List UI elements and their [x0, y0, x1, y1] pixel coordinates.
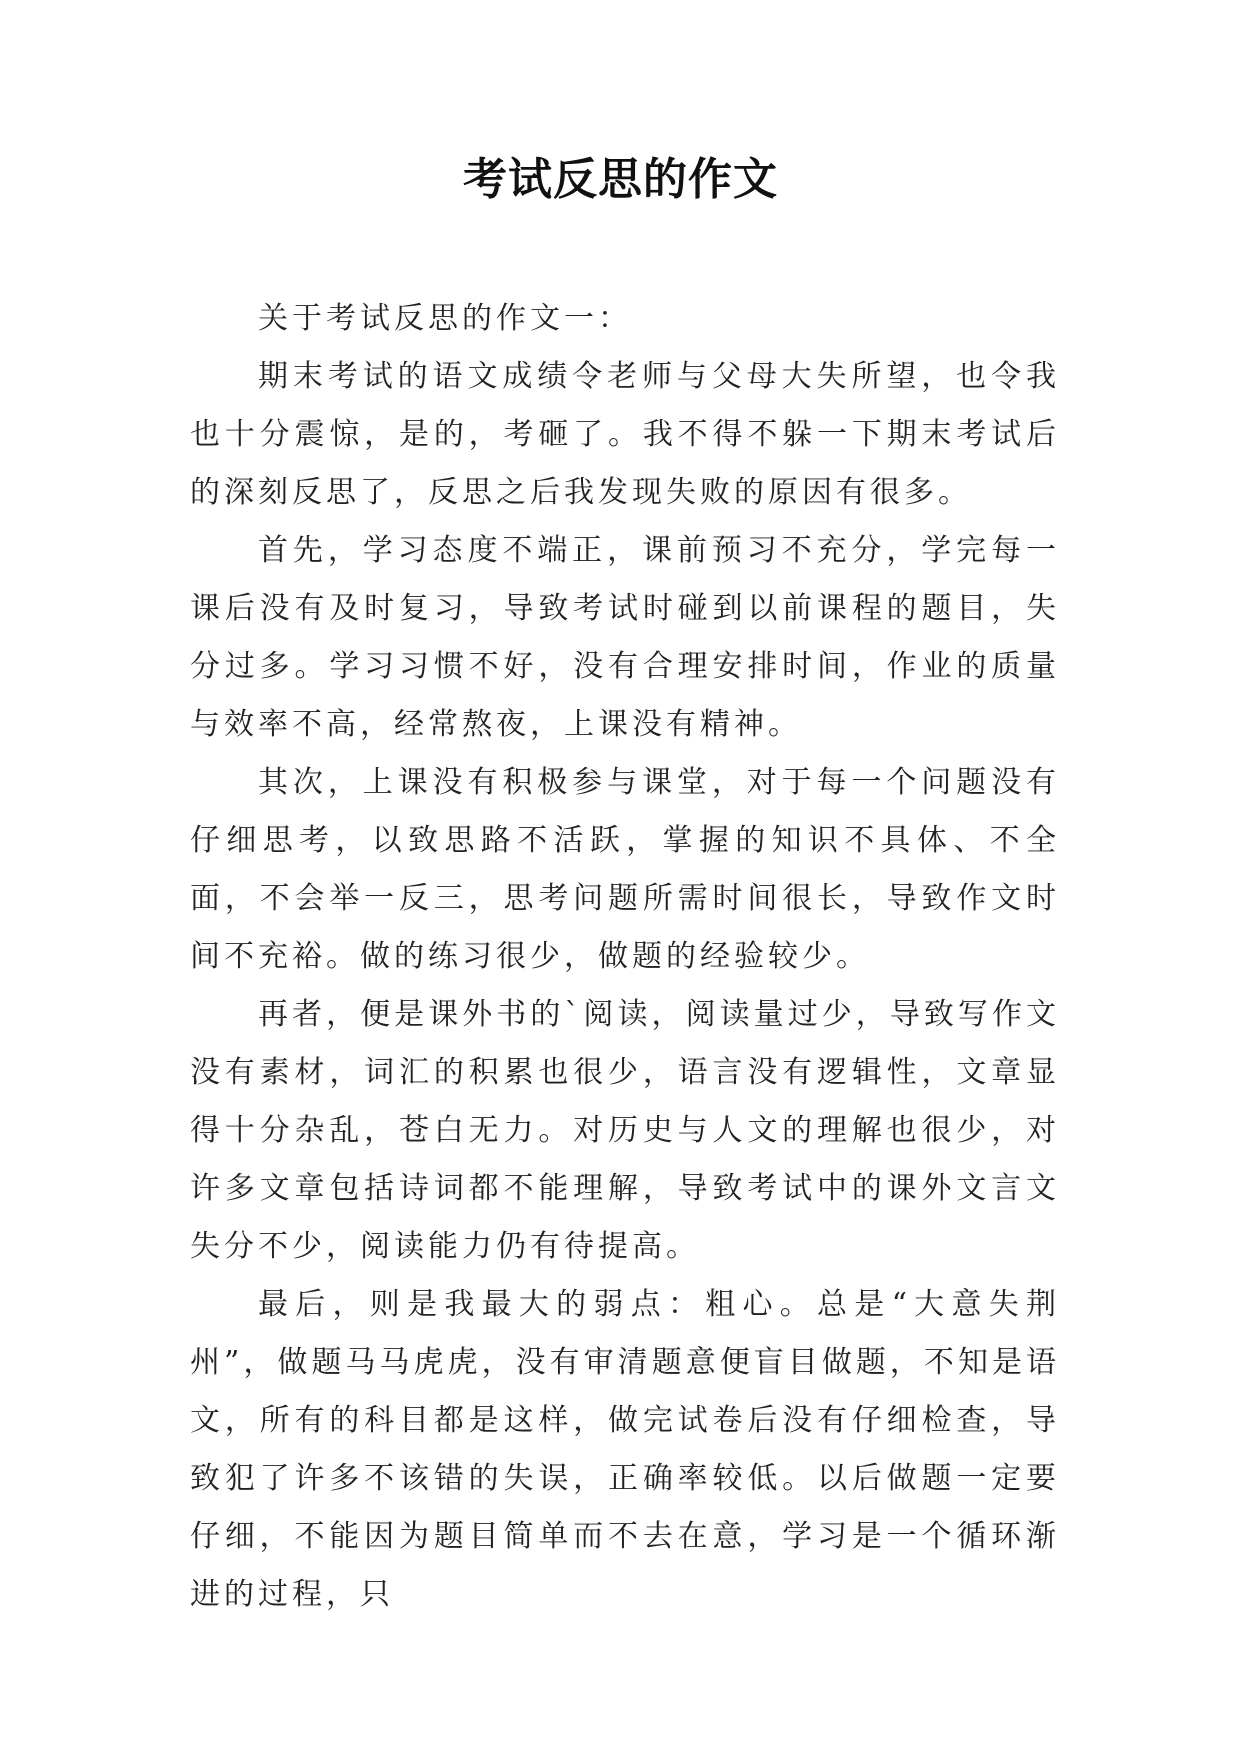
paragraph-last-reason: 最后，则是我最大的弱点：粗心。总是“大意失荆州”，做题马马虎虎，没有审清题意便盲目做题，不知是语文，所有的科目都是这样，做完试卷后没有仔细检查，导致犯了许多不该错的失误，正确率较低。以后做题一定要仔细，不能因为题目简单而不去在意，学习是一个循环渐进的过程，只 [190, 1287, 1060, 1612]
document-title: 考试反思的作文 [463, 154, 778, 205]
paragraph-intro: 关于考试反思的作文一： [258, 301, 632, 336]
paragraph-second-reason: 其次，上课没有积极参与课堂，对于每一个问题没有仔细思考，以致思路不活跃，掌握的知识不具体、不全面，不会举一反三，思考问题所需时间很长，导致作文时间不充裕。做的练习很少，做题的经验较少。 [190, 765, 1060, 974]
paragraph-third-reason: 再者，便是课外书的`阅读，阅读量过少，导致写作文没有素材，词汇的积累也很少，语言没有逻辑性，文章显得十分杂乱，苍白无力。对历史与人文的理解也很少，对许多文章包括诗词都不能理解，导致考试中的课外文言文失分不少，阅读能力仍有待提高。 [190, 997, 1060, 1264]
paragraph-first-reason: 首先，学习态度不端正，课前预习不充分，学完每一课后没有及时复习，导致考试时碰到以前课程的题目，失分过多。学习习惯不好，没有合理安排时间，作业的质量与效率不高，经常熬夜，上课没有精神。 [190, 533, 1060, 742]
document-body [190, 290, 1060, 1624]
paragraph-exam-result: 期末考试的语文成绩令老师与父母大失所望，也令我也十分震惊，是的，考砸了。我不得不躲一下期末考试后的深刻反思了，反思之后我发现失败的原因有很多。 [190, 359, 1060, 510]
